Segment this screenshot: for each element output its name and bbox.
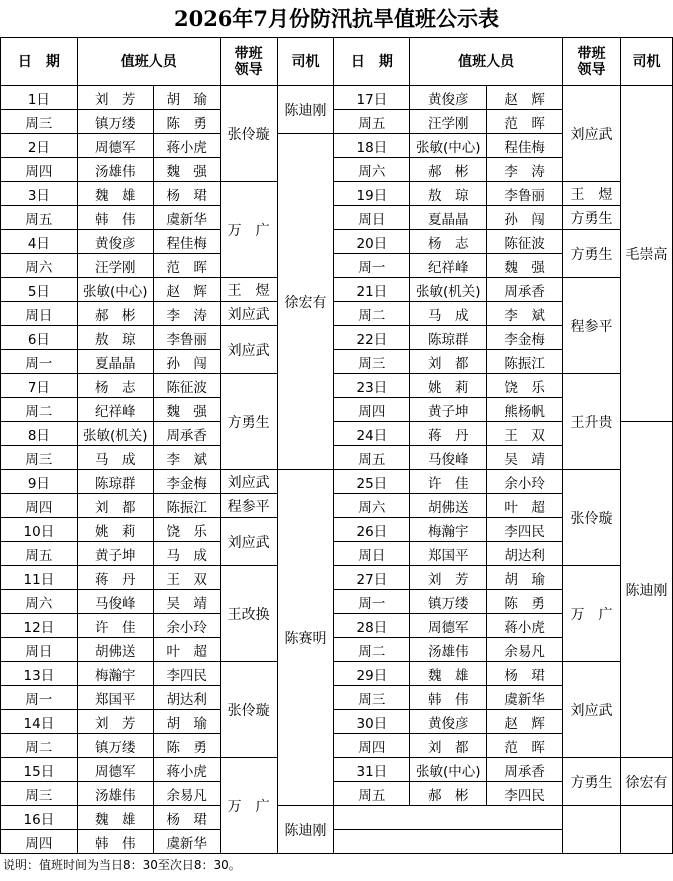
date-cell: 周二 — [1, 398, 78, 422]
staff-cell: 黄俊彦 — [77, 230, 153, 254]
staff-cell: 汤雄伟 — [410, 638, 487, 662]
staff-cell: 孙 闯 — [153, 350, 220, 374]
staff-cell: 黄子坤 — [410, 398, 487, 422]
leader-cell: 王 煜 — [563, 182, 621, 206]
staff-cell: 胡达利 — [153, 686, 220, 710]
staff-cell: 范 晖 — [153, 254, 220, 278]
staff-cell: 周德军 — [77, 134, 153, 158]
staff-cell: 梅瀚宇 — [77, 662, 153, 686]
table-row — [1, 374, 673, 398]
staff-cell: 杨 珺 — [487, 662, 563, 686]
duty-table-body — [1, 38, 673, 854]
staff-cell: 蒋小虎 — [487, 614, 563, 638]
staff-cell: 李 涛 — [153, 302, 220, 326]
leader-cell: 万 广 — [220, 758, 277, 854]
date-cell: 周二 — [334, 302, 410, 326]
staff-cell: 刘 芳 — [77, 710, 153, 734]
staff-cell: 陈 勇 — [153, 734, 220, 758]
staff-cell: 镇万缕 — [410, 590, 487, 614]
staff-cell: 李四民 — [487, 782, 563, 806]
staff-cell: 郝 彬 — [410, 158, 487, 182]
leader-cell — [563, 806, 621, 854]
staff-cell: 许 佳 — [77, 614, 153, 638]
staff-cell: 汪学刚 — [410, 110, 487, 134]
footnote: 说明：值班时间为当日8：30至次日8：30。 — [3, 858, 241, 872]
leader-cell: 方勇生 — [563, 758, 621, 806]
staff-cell: 汤雄伟 — [77, 158, 153, 182]
date-cell: 周四 — [334, 734, 410, 758]
leader-cell: 刘应武 — [563, 662, 621, 758]
date-cell: 21日 — [334, 278, 410, 302]
staff-cell: 汪学刚 — [77, 254, 153, 278]
table-row — [1, 206, 673, 230]
staff-cell: 陈 勇 — [153, 110, 220, 134]
leader-cell: 张伶璇 — [563, 470, 621, 566]
date-cell: 周三 — [1, 782, 78, 806]
date-cell: 周四 — [334, 398, 410, 422]
leader-cell: 刘应武 — [563, 86, 621, 182]
staff-cell: 饶 乐 — [487, 374, 563, 398]
staff-cell: 胡达利 — [487, 542, 563, 566]
staff-cell: 马俊峰 — [77, 590, 153, 614]
leader-cell: 方勇生 — [563, 206, 621, 230]
staff-cell: 蒋 丹 — [77, 566, 153, 590]
staff-cell: 叶 超 — [153, 638, 220, 662]
staff-cell: 杨 志 — [410, 230, 487, 254]
date-cell: 周六 — [334, 158, 410, 182]
staff-cell: 范 晖 — [487, 734, 563, 758]
staff-cell: 饶 乐 — [153, 518, 220, 542]
staff-cell: 纪祥峰 — [410, 254, 487, 278]
staff-cell: 周承香 — [487, 278, 563, 302]
leader-cell: 万 广 — [220, 182, 277, 278]
staff-cell: 周德军 — [77, 758, 153, 782]
staff-cell: 余易凡 — [487, 638, 563, 662]
date-cell: 29日 — [334, 662, 410, 686]
staff-cell: 魏 强 — [153, 158, 220, 182]
date-cell: 12日 — [1, 614, 78, 638]
date-cell: 8日 — [1, 422, 78, 446]
date-cell: 3日 — [1, 182, 78, 206]
staff-cell: 陈征波 — [153, 374, 220, 398]
staff-cell: 纪祥峰 — [77, 398, 153, 422]
date-cell: 13日 — [1, 662, 78, 686]
staff-cell: 郑国平 — [77, 686, 153, 710]
staff-cell: 余小玲 — [153, 614, 220, 638]
staff-cell: 李 涛 — [487, 158, 563, 182]
staff-cell: 魏 雄 — [77, 806, 153, 830]
staff-cell: 张敏(中心) — [410, 758, 487, 782]
staff-cell: 程佳梅 — [487, 134, 563, 158]
staff-cell: 姚 莉 — [410, 374, 487, 398]
leader-cell: 刘应武 — [220, 326, 277, 374]
date-cell: 周三 — [1, 446, 78, 470]
staff-cell: 李四民 — [153, 662, 220, 686]
staff-cell: 黄俊彦 — [410, 710, 487, 734]
staff-cell: 夏晶晶 — [77, 350, 153, 374]
staff-cell: 周承香 — [153, 422, 220, 446]
date-cell: 周五 — [334, 110, 410, 134]
staff-cell: 陈振江 — [487, 350, 563, 374]
driver-cell — [620, 806, 672, 854]
staff-cell: 余易凡 — [153, 782, 220, 806]
staff-cell: 马 成 — [153, 542, 220, 566]
staff-cell: 张敏(机关) — [77, 422, 153, 446]
table-row — [1, 662, 673, 686]
date-cell: 周六 — [1, 254, 78, 278]
staff-cell: 姚 莉 — [77, 518, 153, 542]
staff-cell: 陈振江 — [153, 494, 220, 518]
staff-cell: 虞新华 — [487, 686, 563, 710]
driver-cell: 陈迪刚 — [277, 86, 334, 134]
staff-cell: 黄子坤 — [77, 542, 153, 566]
staff-cell: 李金梅 — [153, 470, 220, 494]
table-row — [1, 806, 673, 830]
staff-cell: 李 斌 — [487, 302, 563, 326]
staff-cell: 杨 志 — [77, 374, 153, 398]
date-cell: 周二 — [1, 734, 78, 758]
staff-cell: 吴 靖 — [153, 590, 220, 614]
header-date: 日 期 — [1, 38, 78, 86]
staff-cell: 郑国平 — [410, 542, 487, 566]
date-cell: 23日 — [334, 374, 410, 398]
date-cell: 周五 — [334, 782, 410, 806]
date-cell: 周日 — [1, 302, 78, 326]
staff-cell: 蒋 丹 — [410, 422, 487, 446]
date-cell: 周三 — [334, 686, 410, 710]
leader-cell: 程参平 — [563, 278, 621, 374]
staff-cell: 蒋小虎 — [153, 758, 220, 782]
driver-cell: 毛崇高 — [620, 86, 672, 422]
date-cell: 25日 — [334, 470, 410, 494]
date-cell: 周三 — [334, 350, 410, 374]
date-cell: 18日 — [334, 134, 410, 158]
date-cell: 周日 — [334, 542, 410, 566]
staff-cell: 周德军 — [410, 614, 487, 638]
staff-cell: 程佳梅 — [153, 230, 220, 254]
header-date: 日 期 — [334, 38, 410, 86]
staff-cell: 马 成 — [410, 302, 487, 326]
leader-cell: 刘应武 — [220, 302, 277, 326]
staff-cell: 张敏(中心) — [77, 278, 153, 302]
date-cell: 6日 — [1, 326, 78, 350]
date-cell: 周三 — [1, 110, 78, 134]
date-cell: 15日 — [1, 758, 78, 782]
staff-cell: 杨 珺 — [153, 806, 220, 830]
staff-cell: 虞新华 — [153, 830, 220, 854]
table-row — [1, 86, 673, 110]
staff-cell: 李 斌 — [153, 446, 220, 470]
staff-cell: 王 双 — [153, 566, 220, 590]
driver-cell: 陈迪刚 — [620, 422, 672, 758]
driver-cell: 陈赛明 — [277, 470, 334, 806]
date-cell: 周四 — [1, 830, 78, 854]
date-cell: 24日 — [334, 422, 410, 446]
date-cell: 周六 — [334, 494, 410, 518]
table-row — [1, 470, 673, 494]
date-cell: 周六 — [1, 590, 78, 614]
header-staff: 值班人员 — [77, 38, 220, 86]
header-row — [1, 38, 673, 86]
date-cell: 4日 — [1, 230, 78, 254]
date-cell: 11日 — [1, 566, 78, 590]
date-cell: 2日 — [1, 134, 78, 158]
driver-cell: 徐宏有 — [620, 758, 672, 806]
header-leader: 带班领导 — [563, 38, 621, 86]
staff-cell: 刘 都 — [410, 734, 487, 758]
staff-cell: 魏 雄 — [77, 182, 153, 206]
date-cell: 1日 — [1, 86, 78, 110]
staff-cell: 韩 伟 — [77, 830, 153, 854]
staff-cell: 胡 瑜 — [487, 566, 563, 590]
staff-cell: 魏 雄 — [410, 662, 487, 686]
date-cell: 周一 — [334, 254, 410, 278]
staff-cell: 马俊峰 — [410, 446, 487, 470]
staff-cell: 胡 瑜 — [153, 86, 220, 110]
staff-cell: 王 双 — [487, 422, 563, 446]
page-title: 2026年7月份防汛抗旱值班公示表 — [173, 6, 500, 31]
staff-cell: 孙 闯 — [487, 206, 563, 230]
staff-cell: 郝 彬 — [410, 782, 487, 806]
staff-cell: 敖 琼 — [77, 326, 153, 350]
staff-cell: 吴 靖 — [487, 446, 563, 470]
staff-cell: 马 成 — [77, 446, 153, 470]
date-cell: 20日 — [334, 230, 410, 254]
date-cell: 7日 — [1, 374, 78, 398]
table-row — [1, 230, 673, 254]
staff-cell: 韩 伟 — [410, 686, 487, 710]
date-cell: 周五 — [1, 542, 78, 566]
staff-cell: 胡佛送 — [77, 638, 153, 662]
staff-cell: 熊杨帆 — [487, 398, 563, 422]
date-cell: 5日 — [1, 278, 78, 302]
staff-cell: 李鲁丽 — [487, 182, 563, 206]
date-cell: 周五 — [1, 206, 78, 230]
staff-cell: 刘 都 — [77, 494, 153, 518]
leader-cell: 刘应武 — [220, 470, 277, 494]
staff-cell: 虞新华 — [153, 206, 220, 230]
staff-cell: 梅瀚宇 — [410, 518, 487, 542]
staff-cell: 胡 瑜 — [153, 710, 220, 734]
date-cell: 30日 — [334, 710, 410, 734]
staff-cell: 赵 辉 — [487, 86, 563, 110]
staff-cell: 张敏(中心) — [410, 134, 487, 158]
staff-cell: 胡佛送 — [410, 494, 487, 518]
staff-cell: 杨 珺 — [153, 182, 220, 206]
date-cell: 22日 — [334, 326, 410, 350]
leader-cell: 万 广 — [563, 566, 621, 662]
staff-cell: 陈征波 — [487, 230, 563, 254]
empty-cell — [334, 830, 563, 854]
header-driver: 司机 — [620, 38, 672, 86]
leader-cell: 方勇生 — [563, 230, 621, 278]
date-cell: 周日 — [1, 638, 78, 662]
driver-cell: 陈迪刚 — [277, 806, 334, 854]
staff-cell: 镇万缕 — [77, 110, 153, 134]
staff-cell: 李四民 — [487, 518, 563, 542]
staff-cell: 刘 都 — [410, 350, 487, 374]
date-cell: 周一 — [334, 590, 410, 614]
date-cell: 19日 — [334, 182, 410, 206]
staff-cell: 韩 伟 — [77, 206, 153, 230]
staff-cell: 镇万缕 — [77, 734, 153, 758]
staff-cell: 魏 强 — [153, 398, 220, 422]
date-cell: 周四 — [1, 494, 78, 518]
staff-cell: 余小玲 — [487, 470, 563, 494]
leader-cell: 程参平 — [220, 494, 277, 518]
staff-cell: 赵 辉 — [153, 278, 220, 302]
date-cell: 周二 — [334, 638, 410, 662]
staff-cell: 张敏(机关) — [410, 278, 487, 302]
staff-cell: 敖 琼 — [410, 182, 487, 206]
date-cell: 周一 — [1, 350, 78, 374]
staff-cell: 叶 超 — [487, 494, 563, 518]
date-cell: 16日 — [1, 806, 78, 830]
empty-cell — [334, 806, 563, 830]
date-cell: 14日 — [1, 710, 78, 734]
table-row — [1, 182, 673, 206]
table-row — [1, 278, 673, 302]
staff-cell: 陈琼群 — [77, 470, 153, 494]
date-cell: 27日 — [334, 566, 410, 590]
duty-table — [0, 37, 673, 854]
staff-cell: 李金梅 — [487, 326, 563, 350]
date-cell: 31日 — [334, 758, 410, 782]
staff-cell: 刘 芳 — [77, 86, 153, 110]
leader-cell: 张伶璇 — [220, 86, 277, 182]
date-cell: 周日 — [334, 206, 410, 230]
date-cell: 17日 — [334, 86, 410, 110]
date-cell: 周四 — [1, 158, 78, 182]
leader-cell: 方勇生 — [220, 374, 277, 470]
staff-cell: 周承香 — [487, 758, 563, 782]
staff-cell: 郝 彬 — [77, 302, 153, 326]
date-cell: 周五 — [334, 446, 410, 470]
staff-cell: 范 晖 — [487, 110, 563, 134]
staff-cell: 夏晶晶 — [410, 206, 487, 230]
staff-cell: 陈琼群 — [410, 326, 487, 350]
leader-cell: 刘应武 — [220, 518, 277, 566]
leader-cell: 王改换 — [220, 566, 277, 662]
staff-cell: 魏 强 — [487, 254, 563, 278]
leader-cell: 王升贵 — [563, 374, 621, 470]
table-row — [1, 758, 673, 782]
date-cell: 28日 — [334, 614, 410, 638]
header-leader: 带班领导 — [220, 38, 277, 86]
staff-cell: 许 佳 — [410, 470, 487, 494]
staff-cell: 刘 芳 — [410, 566, 487, 590]
staff-cell: 黄俊彦 — [410, 86, 487, 110]
leader-cell: 张伶璇 — [220, 662, 277, 758]
header-staff: 值班人员 — [410, 38, 563, 86]
staff-cell: 李鲁丽 — [153, 326, 220, 350]
date-cell: 10日 — [1, 518, 78, 542]
header-driver: 司机 — [277, 38, 334, 86]
staff-cell: 赵 辉 — [487, 710, 563, 734]
staff-cell: 蒋小虎 — [153, 134, 220, 158]
leader-cell: 王 煜 — [220, 278, 277, 302]
date-cell: 周一 — [1, 686, 78, 710]
driver-cell: 徐宏有 — [277, 134, 334, 470]
table-row — [1, 566, 673, 590]
staff-cell: 陈 勇 — [487, 590, 563, 614]
date-cell: 26日 — [334, 518, 410, 542]
staff-cell: 汤雄伟 — [77, 782, 153, 806]
date-cell: 9日 — [1, 470, 78, 494]
